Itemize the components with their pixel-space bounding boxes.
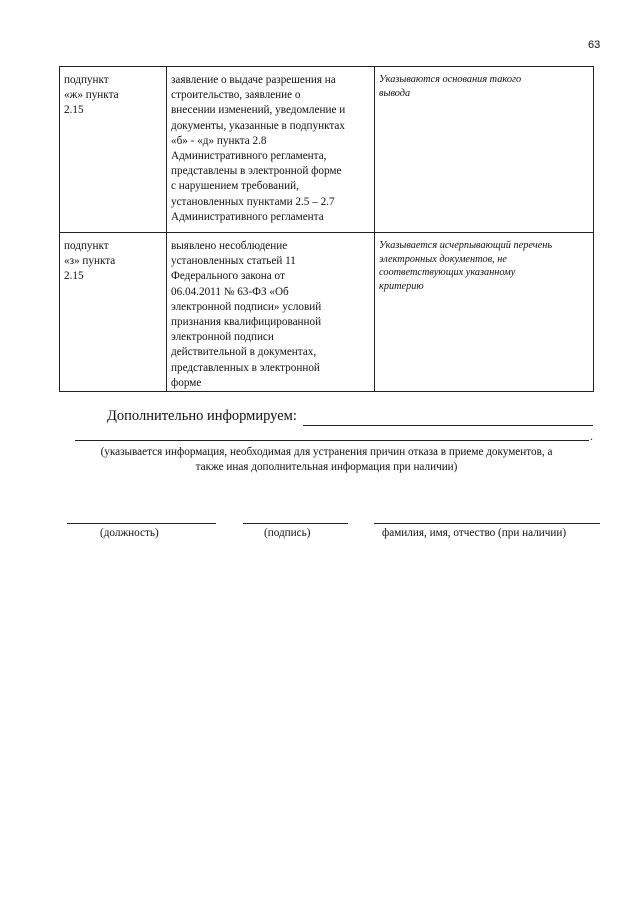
additional-info-fill-line bbox=[303, 425, 593, 426]
reason-line: документы, указанные в подпунктах bbox=[171, 119, 345, 132]
reason-line: установленных пунктами 2.5 – 2.7 bbox=[171, 195, 335, 208]
additional-info-fill-line-2 bbox=[75, 440, 589, 441]
reason-line: Федерального закона от bbox=[171, 270, 285, 283]
page-number: 63 bbox=[588, 39, 601, 51]
reason-line: электронной подписи» условий bbox=[171, 300, 322, 313]
reason-line: «б» - «д» пункта 2.8 bbox=[171, 134, 267, 147]
signature-label: (подпись) bbox=[264, 527, 311, 539]
explanation-line: электронных документов, не bbox=[379, 253, 507, 265]
explanation-cell bbox=[375, 233, 594, 392]
explanation-line: критерию bbox=[379, 280, 424, 292]
refusal-grounds-table bbox=[59, 66, 594, 392]
hint-line: также иная дополнительная информация при наличии) bbox=[195, 461, 458, 474]
hint-line: (указывается информация, необходимая для устранения причин отказа в приеме документов, а bbox=[100, 446, 553, 458]
reason-line: внесении изменений, уведомление и bbox=[171, 104, 346, 117]
signature-line bbox=[243, 523, 348, 524]
full-name-signature-line bbox=[374, 523, 600, 524]
reason-line: форме bbox=[171, 376, 202, 389]
reason-line: Административного регламента, bbox=[171, 150, 327, 163]
reason-line: установленных статьей 11 bbox=[171, 255, 296, 268]
explanation-line: вывода bbox=[379, 87, 411, 99]
clause-line: 2.15 bbox=[64, 270, 84, 283]
additional-info-hint bbox=[59, 445, 594, 475]
additional-info-period: . bbox=[590, 429, 593, 443]
reason-cell bbox=[167, 233, 375, 392]
explanation-cell bbox=[375, 67, 594, 233]
reason-line: действительной в документах, bbox=[171, 346, 317, 359]
reason-cell bbox=[167, 67, 375, 233]
clause-line: «ж» пункта bbox=[64, 89, 119, 102]
position-label: (должность) bbox=[100, 527, 159, 539]
clause-line: 2.15 bbox=[64, 104, 84, 117]
reason-line: признания квалифицированной bbox=[171, 316, 322, 329]
clause-line: подпункт bbox=[64, 74, 109, 86]
full-name-label: фамилия, имя, отчество (при наличии) bbox=[382, 527, 567, 539]
table-row bbox=[60, 67, 594, 233]
reason-line: представленных в электронной bbox=[171, 361, 320, 374]
clause-line: подпункт bbox=[64, 240, 109, 252]
reason-line: Административного регламента bbox=[171, 210, 324, 223]
reason-line: с нарушением требований, bbox=[171, 180, 299, 193]
additional-info-label: Дополнительно информируем: bbox=[107, 408, 297, 424]
clause-cell bbox=[60, 67, 167, 233]
table-row bbox=[60, 233, 594, 392]
clause-line: «з» пункта bbox=[64, 255, 116, 268]
reason-line: заявление о выдаче разрешения на bbox=[171, 74, 336, 86]
explanation-line: Указываются основания такого bbox=[379, 74, 522, 85]
reason-line: выявлено несоблюдение bbox=[171, 240, 288, 252]
explanation-line: соответствующих указанному bbox=[379, 267, 516, 279]
reason-line: строительство, заявление о bbox=[171, 89, 301, 102]
explanation-line: Указывается исчерпывающий перечень bbox=[379, 240, 553, 251]
clause-cell bbox=[60, 233, 167, 392]
reason-line: электронной подписи bbox=[171, 331, 274, 344]
position-signature-line bbox=[67, 523, 216, 524]
reason-line: 06.04.2011 № 63-ФЗ «Об bbox=[171, 285, 289, 298]
reason-line: представлены в электронной форме bbox=[171, 165, 342, 178]
